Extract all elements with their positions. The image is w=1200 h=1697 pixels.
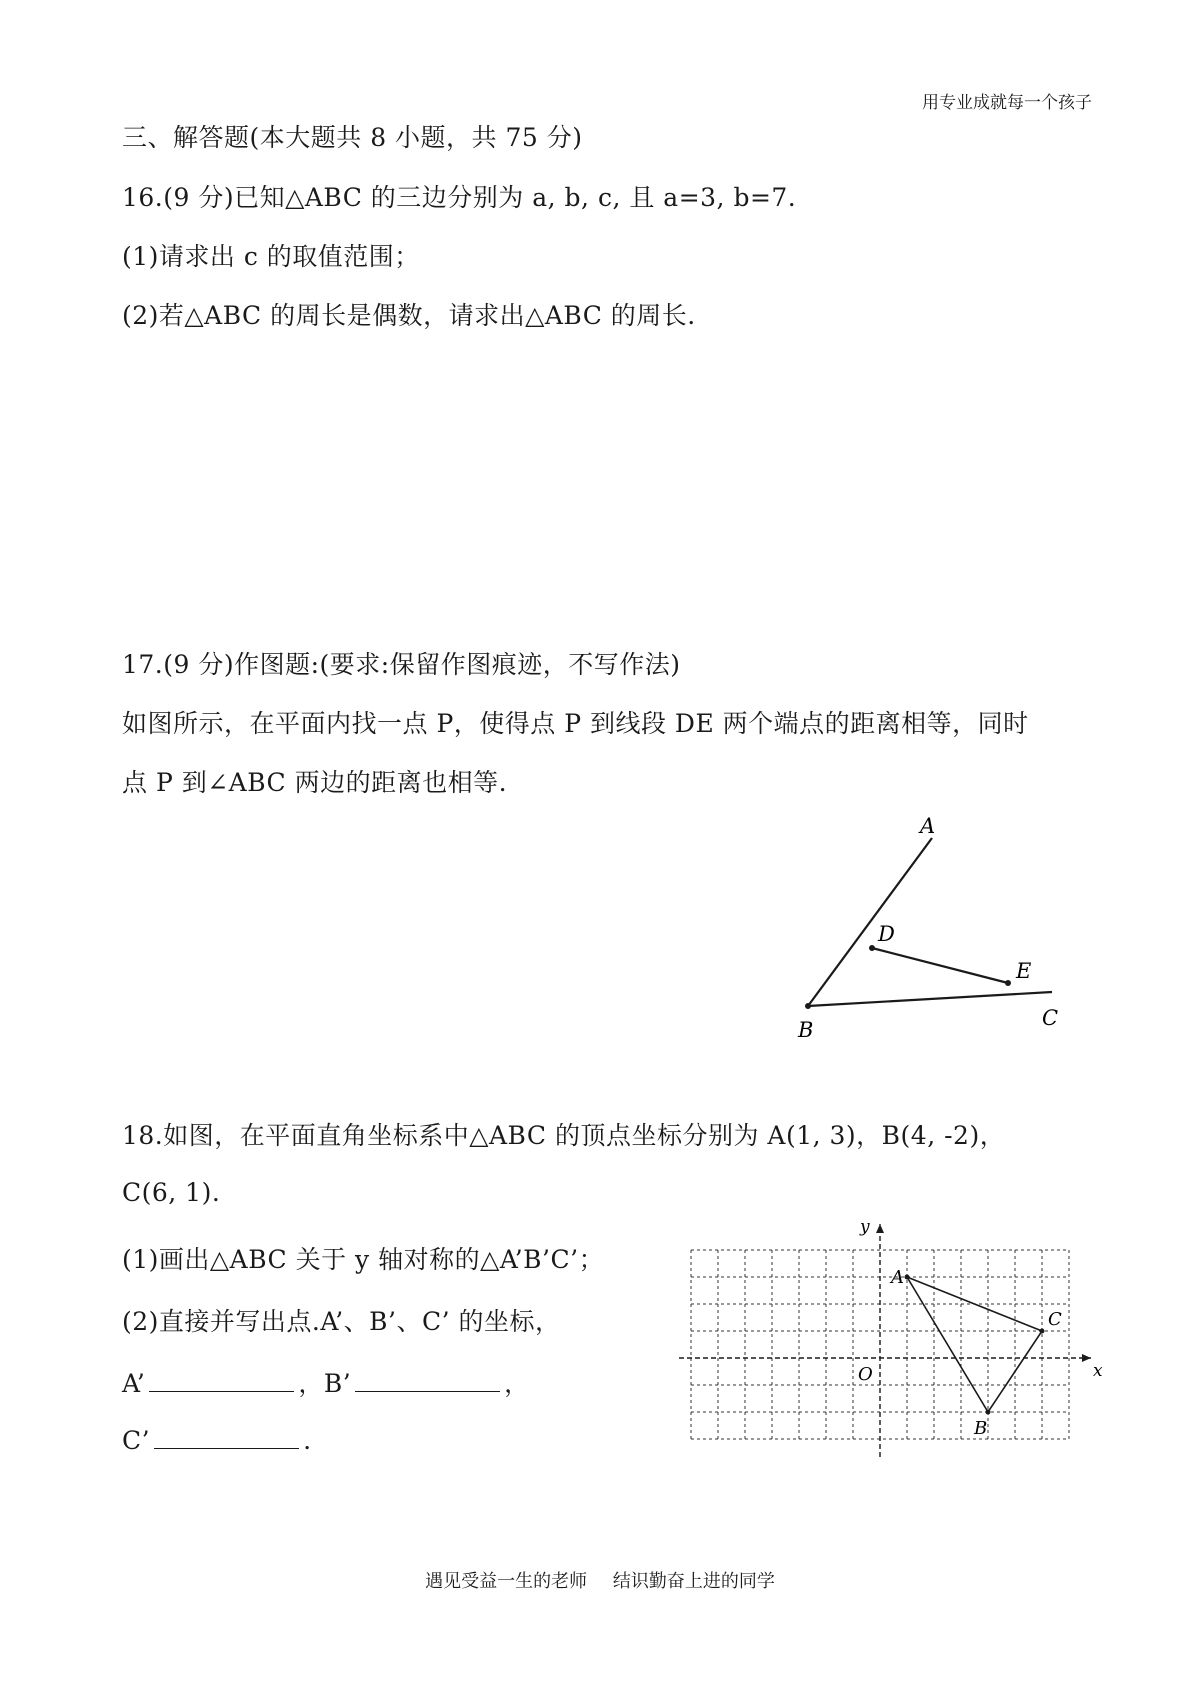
point-d-dot — [869, 945, 875, 951]
label-e: E — [1016, 959, 1032, 983]
blank-separator: ， — [298, 1369, 324, 1398]
point-b-dot — [805, 1003, 811, 1009]
ray-ba — [808, 838, 932, 1006]
footer — [0, 1567, 1200, 1593]
triangle-abc — [907, 1277, 1042, 1412]
q18-part2: (2)直接并写出点.A’、B’、C’ 的坐标， — [122, 1307, 561, 1336]
answer-blank-a[interactable] — [149, 1369, 294, 1392]
label-a: A — [920, 814, 936, 838]
answer-blank-b[interactable] — [355, 1369, 500, 1392]
header-note: 用专业成就每一个孩子 — [922, 93, 1092, 113]
q18-line1: 18.如图，在平面直角坐标系中△ABC 的顶点坐标分别为 A(1, 3)，B(4, -2)， — [122, 1121, 1006, 1150]
answer-blank-c[interactable] — [154, 1426, 299, 1449]
footer-right: 结识勤奋上进的同学 — [612, 1571, 775, 1592]
vertex-a-dot — [905, 1275, 910, 1280]
blank-b-label: B’ — [323, 1369, 352, 1398]
blank-c-label: C’ — [122, 1426, 151, 1455]
vertex-a-label: A — [891, 1267, 904, 1288]
q18-coordinate-grid — [670, 1210, 1103, 1460]
footer-left: 遇见受益一生的老师 — [425, 1571, 588, 1592]
q17-line1: 如图所示，在平面内找一点 P，使得点 P 到线段 DE 两个端点的距离相等，同时 — [122, 709, 1029, 738]
q16-part2: (2)若△ABC 的周长是偶数，请求出△ABC 的周长. — [122, 301, 696, 330]
y-axis-label: y — [860, 1217, 870, 1237]
blank-a-label: A’ — [122, 1369, 146, 1398]
vertex-c-label: C — [1048, 1309, 1062, 1330]
q16-part1: (1)请求出 c 的取值范围； — [122, 242, 420, 271]
blank-end-period: . — [303, 1426, 312, 1455]
vertex-b-label: B — [974, 1418, 988, 1439]
q16-stem: 16.(9 分)已知△ABC 的三边分别为 a, b, c, 且 a=3, b=7. — [122, 183, 797, 212]
q18-blank-c-line — [122, 1426, 312, 1455]
vertex-c-dot — [1040, 1329, 1045, 1334]
q18-part1: (1)画出△ABC 关于 y 轴对称的△A’B’C’； — [122, 1245, 605, 1274]
vertex-b-dot — [986, 1410, 991, 1415]
x-axis-label: x — [1093, 1361, 1103, 1381]
origin-label: O — [858, 1364, 873, 1385]
label-c: C — [1042, 1006, 1059, 1030]
y-axis-arrow-icon — [876, 1224, 884, 1233]
q17-angle-figure — [790, 808, 1080, 1053]
label-d: D — [878, 922, 895, 946]
blank-end-comma: ， — [504, 1369, 530, 1398]
point-e-dot — [1005, 980, 1011, 986]
x-axis-arrow-icon — [1082, 1354, 1091, 1362]
q17-stem: 17.(9 分)作图题:(要求:保留作图痕迹，不写作法) — [122, 650, 681, 679]
q18-blanks-ab — [122, 1364, 530, 1400]
q17-line2: 点 P 到∠ABC 两边的距离也相等. — [122, 768, 508, 797]
ray-bc — [808, 992, 1052, 1006]
q18-line2: C(6, 1). — [122, 1178, 221, 1207]
segment-de — [872, 948, 1008, 983]
label-b: B — [798, 1018, 814, 1042]
section-title: 三、解答题(本大题共 8 小题，共 75 分) — [122, 123, 583, 152]
